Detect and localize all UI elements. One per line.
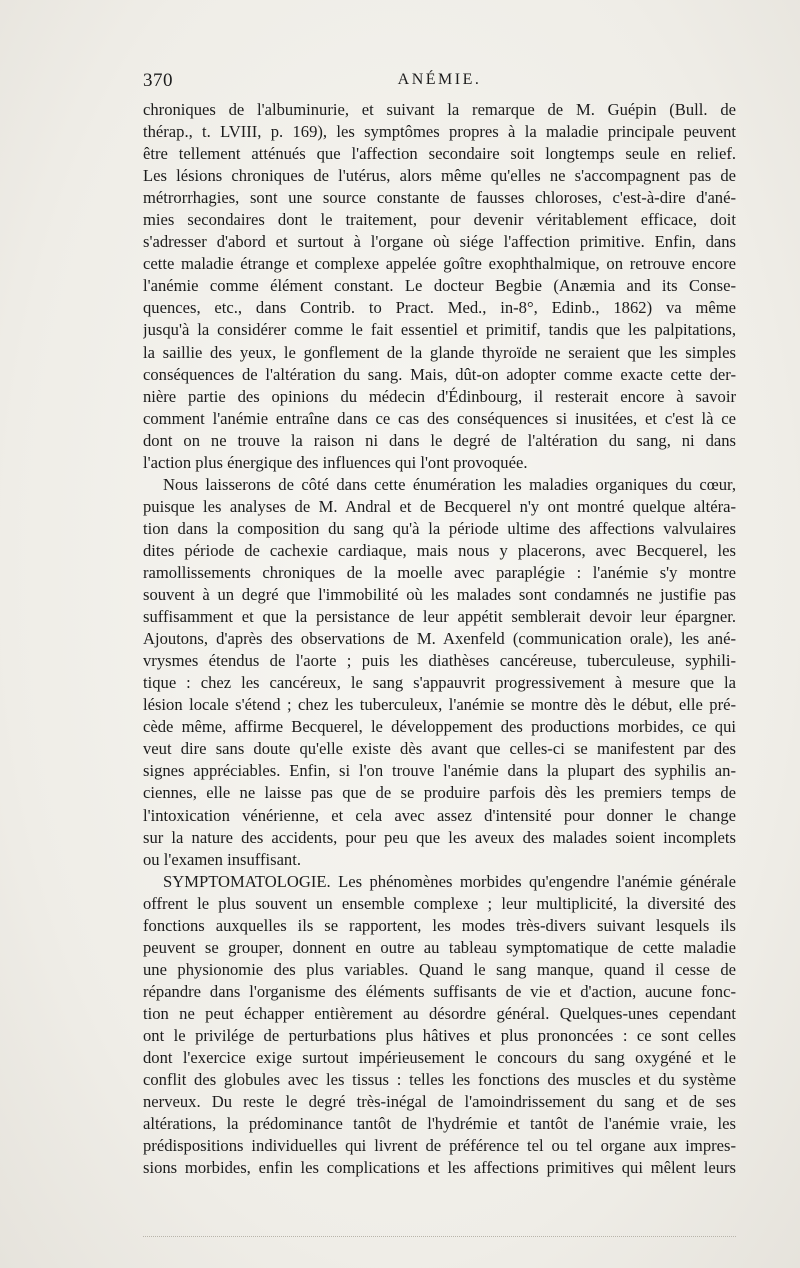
text-line: tion ne peut échapper entièrement au désordre général. Quelques-unes cependant — [143, 1003, 736, 1023]
text-line: Les lésions chroniques de l'utérus, alors même qu'elles ne s'accompagnent pas de — [143, 166, 736, 186]
text-line: être tellement atténués que l'affection secondaire soit longtemps seule en relief. — [143, 144, 736, 164]
text-line: ciennes, elle ne laisse pas que de se produire parfois dès les premiers temps de — [143, 783, 736, 803]
text-line: nière partie des opinions du médecin d'Édinbourg, il resterait encore à savoir — [143, 386, 736, 406]
page-header — [143, 70, 736, 94]
text-line: signes appréciables. Enfin, si l'on trouve l'anémie dans la plupart des syphilis an- — [143, 761, 736, 781]
text-line: s'adresser d'abord et surtout à l'organe où siége l'affection primitive. Enfin, dans — [143, 232, 736, 252]
text-line: prédispositions individuelles qui livrent de préférence tel ou tel organe aux impres- — [143, 1136, 736, 1156]
page-number: 370 — [143, 70, 173, 91]
text-line: veut dire sans doute qu'elle existe dès avant que celles-ci se manifestent par des — [143, 739, 736, 759]
text-line: tique : chez les cancéreux, le sang s'appauvrit progressivement à mesure que la — [143, 673, 736, 693]
running-head: ANÉMIE. — [397, 71, 482, 88]
text-line: une physionomie des plus variables. Quand le sang manque, quand il cesse de — [143, 959, 736, 979]
text-line: suffisamment et que la persistance de leur appétit semblerait devoir leur épargner. — [143, 607, 736, 627]
body-text — [143, 99, 736, 1179]
text-line: nerveux. Du reste le degré très-inégal de l'amoindrissement du sang et de ses — [143, 1092, 736, 1112]
text-line: chroniques de l'albuminurie, et suivant la remarque de M. Guépin (Bull. de — [143, 100, 736, 119]
section-heading-line: SYMPTOMATOLOGIE. Les phénomènes morbides qu'engendre l'anémie générale — [163, 871, 736, 891]
text-line: quences, etc., dans Contrib. to Pract. Med., in-8°, Edinb., 1862) va même — [143, 298, 736, 318]
text-line: conséquences de l'altération du sang. Mais, dût-on adopter comme exacte cette der- — [143, 364, 736, 384]
text-line: ou l'examen insuffisant. — [143, 849, 301, 869]
text-line: vrysmes étendus de l'aorte ; puis les diathèses cancéreuse, tuberculeuse, syphili- — [143, 651, 736, 671]
text-line: dites période de cachexie cardiaque, mais nous y placerons, avec Becquerel, les — [143, 540, 736, 560]
footer-rule — [143, 1236, 736, 1237]
text-line: puisque les analyses de M. Andral et de Becquerel n'y ont montré quelque altéra- — [143, 496, 736, 516]
text-line: métrorrhagies, sont une source constante de fausses chloroses, c'est-à-dire d'ané- — [143, 188, 736, 208]
text-line: l'action plus énergique des influences qui l'ont provoquée. — [143, 452, 528, 472]
text-line: mies secondaires dont le traitement, pour devenir véritablement efficace, doit — [143, 210, 736, 230]
text-line: peuvent se grouper, donnent en outre au tableau symptomatique de cette maladie — [143, 937, 736, 957]
text-line: souvent à un degré que l'immobilité où les malades sont condamnés ne justifie pas — [143, 585, 736, 605]
text-line: l'intoxication vénérienne, et cela avec assez d'intensité pour donner le change — [143, 805, 736, 825]
text-line: ramollissements chroniques de la moelle avec paraplégie : l'anémie s'y montre — [143, 562, 736, 582]
text-line: comment l'anémie entraîne dans ce cas des conséquences si inusitées, et c'est là ce — [143, 408, 736, 428]
text-line: répandre dans l'organisme des éléments suffisants de vie et d'action, aucune fonc- — [143, 981, 736, 1001]
text-line: offrent le plus souvent un ensemble complexe ; leur multiplicité, la diversité des — [143, 893, 736, 913]
text-line: cède même, affirme Becquerel, le développement des productions morbides, ce qui — [143, 717, 736, 737]
text-line: lésion locale s'étend ; chez les tuberculeux, l'anémie se montre dès le début, elle pré- — [143, 695, 736, 715]
text-line: jusqu'à la considérer comme le fait essentiel et primitif, tandis que les palpitations, — [143, 320, 736, 340]
text-line: fonctions auxquelles ils se rapportent, les modes très-divers suivant lesquels ils — [143, 915, 736, 935]
text-line: la saillie des yeux, le gonflement de la glande thyroïde ne seraient que les simples — [143, 342, 736, 362]
text-line: cette maladie étrange et complexe appelée goître exophthalmique, on retrouve encore — [143, 254, 736, 274]
text-line: tion dans la composition du sang qu'à la période ultime des affections valvulaires — [143, 518, 736, 538]
text-line: Nous laisserons de côté dans cette énumération les maladies organiques du cœur, — [163, 474, 736, 494]
text-line: sions morbides, enfin les complications et les affections primitives qui mêlent leurs — [143, 1158, 736, 1178]
text-line: l'anémie comme élément constant. Le docteur Begbie (Anæmia and its Conse- — [143, 276, 736, 296]
text-line: dont on ne trouve la raison ni dans le degré de l'altération du sang, ni dans — [143, 430, 736, 450]
text-line: altérations, la prédominance tantôt de l'hydrémie et tantôt de l'anémie vraie, les — [143, 1114, 736, 1134]
text-line: ont le privilége de perturbations plus hâtives et plus prononcées : ce sont celles — [143, 1025, 736, 1045]
text-line: Ajoutons, d'après des observations de M. Axenfeld (communication orale), les ané- — [143, 629, 736, 649]
text-line: dont l'exercice exige surtout impérieusement le concours du sang oxygéné et le — [143, 1048, 736, 1068]
text-line: thérap., t. LVIII, p. 169), les symptômes propres à la maladie principale peuvent — [143, 122, 736, 142]
text-line: sur la nature des accidents, pour peu que les aveux des malades soient incomplets — [143, 827, 736, 847]
text-line: conflit des globules avec les tissus : telles les fonctions des muscles et du système — [143, 1070, 736, 1090]
